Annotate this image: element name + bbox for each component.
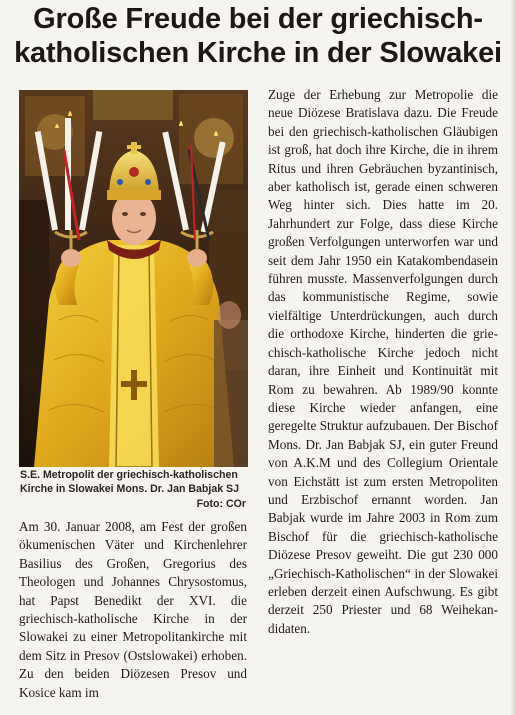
article-column-right [268,86,498,638]
right-column-paragraph: Zuge der Erhebung zur Metropolie die neue Diözese Bratislava dazu. Die Freude bei den griechisch-katholischen Gläubigen ist groß, hat doch ihre Kirche, die in ihrem Ritus und ihren Gebräuchen byzantinisch, aber katholisch ist, gerade einen schweren Weg hinter sich. Dies hatte im 20. Jahrhundert zur Folge, dass diese Kirche großen Verfolgungen unterworfen war und seit dem Jahr 1950 ein Katakombendasein führen musste. Massenverfolgungen durch das kommunistische Regime, sowie vielfältige Unterdrückungen, auch durch die orthodoxe Kirche, hinderten die griechisch-katholische Kirche jedoch nicht daran, ihre Einheit und Kontinuität mit Rom zu bewahren. Ab 1989/90 konnte diese Kirche wieder anfangen, eine geregelte Struktur aufzubauen. Der Bischof Mons. Dr. Jan Babjak SJ, ein guter Freund von A.K.M und des Collegium Orientale von Eichstätt ist zum ersten Metropoliten und Erzbischof ernannt worden. Jan Babjak wurde im Jahre 2003 in Rom zum Bischof für die griechisch-katholische Diözese Presov geweiht. Die gut 230 000 „Griechisch-Katholischen“ in der Slowakei erleben derzeit einen Aufschwung. Es gibt derzeit 250 Priester und 68 Weihekandidaten. [268,87,498,636]
photo-bishop-icon [19,90,248,467]
photo-caption [20,468,246,512]
headline-line-1: Große Freude bei der griechisch- [33,3,483,35]
headline-line-2: katholischen Kirche in der Slowakei [14,37,502,69]
article-column-left [19,518,247,702]
article-photo [19,90,248,467]
caption-text: S.E. Metropolit der griechisch-katholischen Kirche in Slowakei Mons. Dr. Jan Babjak SJ [20,469,240,496]
article-headline [0,2,516,70]
left-column-paragraph: Am 30. Januar 2008, am Fest der großen ökumenischen Väter und Kirchenlehrer Basilius des Großen, Gregorius des Theologen und Johannes Chrysostomus, hat Papst Benedikt der XVI. die griechisch-katholische Kirche in der Slowakei zu einer Metropolitankirche mit dem Sitz in Presov (Ostslowakei) erhoben. Zu den beiden Diözesen Presov und Kosice kam im [19,519,247,700]
photo-credit: Foto: COr [196,498,246,511]
page-shadow-edge [510,0,516,715]
